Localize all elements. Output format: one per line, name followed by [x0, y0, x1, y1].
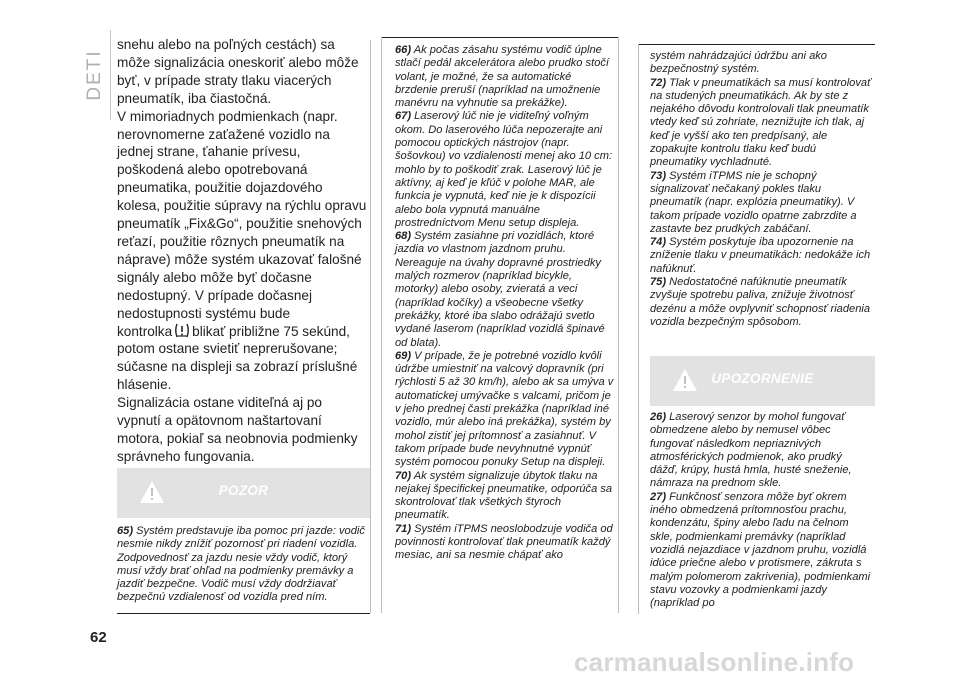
footnote-text: Laserový senzor by mohol fungovať obmedzene alebo by nemusel vôbec fungovať následkom nepriaznivých atmosférických podmienok, ako prudký dážď, krúpy, hustá hmla, husté sneženie, námraza na prednom skle.	[650, 411, 852, 490]
footnote-text: Systém poskytuje iba upozornenie na zníženie tlaku v pneumatikách: nedokáže ich nafúknuť.	[650, 236, 871, 275]
footnote-text: Systém iTPMS neoslobodzuje vodiča od povinnosti kontrolovať tlak pneumatík každý mesiac, ani sa nesmie chápať ako	[395, 522, 613, 562]
upozornenie-notes	[650, 411, 872, 610]
footnote-number: 70)	[395, 469, 412, 482]
footnote	[395, 523, 615, 563]
footnote-text: Laserový lúč nie je viditeľný voľným okom. Do laserového lúča nepozerajte ani pomocou optických nástrojov (napr. šošovkou) vo vzdialenosti menej ako 10 cm: mohlo by to poškodiť zrak. Laserový lúč je aktívny, aj keď je kľúč v polohe MAR, ale funkcia je vypnutá, keď nie je k dispozícii alebo bola vypnutá manuálne prostredníctvom Menu setup displeja.	[395, 110, 613, 229]
box-right-rule	[618, 37, 619, 613]
footnote	[395, 350, 615, 470]
box-top-rule	[381, 37, 618, 38]
box-left-rule	[381, 37, 382, 613]
footnote-text: Funkčnosť senzora môže byť okrem iného obmedzená prítomnosťou prachu, kondenzátu, špiny alebo ľadu na čelnom skle, podmienkami premávky (napríklad vozidlá nejazdiace v jazdnom pruhu, vozidlá idúce priečne alebo v protismere, zákruta s malým polomerom zakrivenia), podmienkami stavu vozovky a podmienkami jazdy (napríklad po	[650, 490, 871, 610]
footnote-number: 73)	[650, 169, 667, 182]
footnote-text: Systém iTPMS nie je schopný signalizovať nečakaný pokles tlaku pneumatík (napr. explózia pneumatiky). V takom prípade vozidlo opatrne zabrzdite a zastavte bez prudkých zabáčaní.	[650, 169, 857, 235]
footnote-number: 26)	[650, 411, 667, 423]
footnote-text: Systém predstavuje iba pomoc pri jazde: vodič nesmie nikdy znížiť pozornosť pri riadení vozidla. Zodpovednosť za jazdu nesie vždy vodič, ktorý musí vždy brať ohľad na podmienky premávky a jazdiť bezpečne. Vodič musí vždy dodržiavať bezpečnú vzdialenosť od vozidla pred ním.	[117, 525, 365, 604]
footnote-number: 74)	[650, 236, 667, 249]
footnote	[395, 44, 615, 110]
footnote-number: 67)	[395, 110, 412, 123]
footnotes-column	[395, 44, 615, 563]
footnote-text: Systém zasiahne pri vozidlách, ktoré jazdia vo vlastnom jazdnom pruhu. Nereaguje na úvahy dopravné prostriedky malých rozmerov (napríklad bicykle, motorky) alebo osoby, zvieratá a veci (napríklad kočíky) a všeobecne všetky prekážky, ktoré iba slabo odrážajú svetlo vydané laserom (napríklad vozidlá špinavé od blata).	[395, 230, 605, 349]
footnote-number: 66)	[395, 44, 412, 56]
footnote-text: Ak počas zásahu systému vodič úplne stlačí pedál akcelerátora alebo prudko stočí volant, je možné, že sa automatické brzdenie preruší (napríklad na umožnenie manévru na vyhnutie sa prekážke).	[395, 44, 609, 110]
box-left-rule	[638, 44, 639, 614]
footnote	[650, 50, 872, 77]
footnote	[117, 525, 370, 605]
footnote	[650, 77, 872, 170]
footnote-text: Nedostatočné nafúknutie pneumatík zvyšuje spotrebu paliva, znižuje životnosť dezénu a môže ovplyvniť schopnosť riadenia vozidla bezpečným spôsobom.	[650, 276, 871, 328]
footnote-number: 72)	[650, 76, 667, 89]
pozor-header	[117, 468, 370, 518]
footnote-number: 65)	[117, 525, 134, 537]
footnote-text: Tlak v pneumatikách sa musí kontrolovať na studených pneumatikách. Ak by ste z nejakého dôvodu kontrolovali tlak pneumatík vtedy keď sú zohriate, neznižujte ich tlak, aj keď je vyšší ako ten predpísaný, ale zopakujte kontrolu tlaku keď budú pneumatiky vychladnuté.	[650, 76, 871, 169]
footnote	[650, 170, 872, 236]
paragraph: snehu alebo na poľných cestách) sa môže signalizácia oneskoriť alebo môže byť, v prípade straty tlaku viacerých pneumatík, iba čiastočná.	[117, 37, 359, 106]
footnote	[395, 470, 615, 523]
box-bottom-rule	[117, 613, 370, 614]
footnote-number: 75)	[650, 276, 667, 289]
footnote-number: 69)	[395, 349, 412, 362]
paragraph: Signalizácia ostane viditeľná aj po vypnutí a opätovnom naštartovaní motora, pokiaľ sa neobnovia podmienky správneho fungovania.	[117, 395, 358, 464]
upozornenie-title: UPOZORNENIE	[711, 371, 814, 386]
inline-text: kontrolka	[117, 323, 173, 339]
tpms-warning-light-icon	[174, 323, 190, 338]
footnote-text: systém nahrádzajúci údržbu ani ako bezpečnostný systém.	[650, 50, 827, 76]
watermark: carmanualsonline.info	[574, 647, 855, 677]
body-text-column	[117, 36, 369, 466]
footnote-number: 71)	[395, 522, 412, 535]
footnote	[650, 411, 872, 491]
footnote-text: Ak systém signalizuje úbytok tlaku na nejakej špecifickej pneumatike, odporúča sa skontrolovať tlak všetkých štyroch pneumatík.	[395, 469, 613, 522]
footnote-number: 27)	[650, 490, 667, 503]
section-side-label	[80, 30, 111, 120]
pozor-notes	[117, 525, 370, 605]
footnote-text: V prípade, že je potrebné vozidlo kvôli údržbe umiestniť na valcový dopravník (pri rýchlosti 5 až 30 km/h), alebo ak sa umýva v automatickej umývačke s valcami, pričom je v jeho prednej časti prekážka (napríklad iné vozidlo, múr alebo iná prekážka), systém by mohol zistiť jej prítomnosť a zasiahnuť. V takom prípade bude nevyhnutné vypnúť systém pomocou ponuky Setup na displeji.	[395, 349, 614, 469]
paragraph	[117, 108, 369, 395]
upozornenie-header	[650, 356, 875, 406]
section-side-label-text: DETI	[84, 49, 105, 101]
footnote	[395, 110, 615, 230]
footnote	[650, 276, 872, 329]
footnote	[395, 230, 615, 350]
paragraph-text: V mimoriadnych podmienkach (napr. nerovnomerne zaťažené vozidlo na jednej strane, ťahanie prívesu, poškodená alebo opotrebovaná pneumatika, použitie dojazdového kolesa, použitie súpravy na rýchlu opravu pneumatík „Fix&Go“, použitie snehových reťazí, použitie rôznych pneumatík na náprave) môže systém ukazovať falošné signály alebo môže byť dočasne nedostupný. V prípade dočasnej nedostupnosti systému bude	[117, 108, 367, 321]
footnote	[650, 236, 872, 276]
inline-text: blikať približne 75 sekúnd, potom ostane svietiť neprerušovane; súčasne na displeji sa zobrazí príslušné hlásenie.	[117, 323, 358, 393]
footnote	[650, 491, 872, 611]
box-top-rule	[638, 44, 875, 45]
box-right-rule	[370, 40, 371, 613]
page-number: 62	[90, 629, 107, 646]
footnote-number: 68)	[395, 230, 412, 243]
footnotes-column	[650, 50, 872, 329]
pozor-title: POZOR	[218, 483, 269, 498]
